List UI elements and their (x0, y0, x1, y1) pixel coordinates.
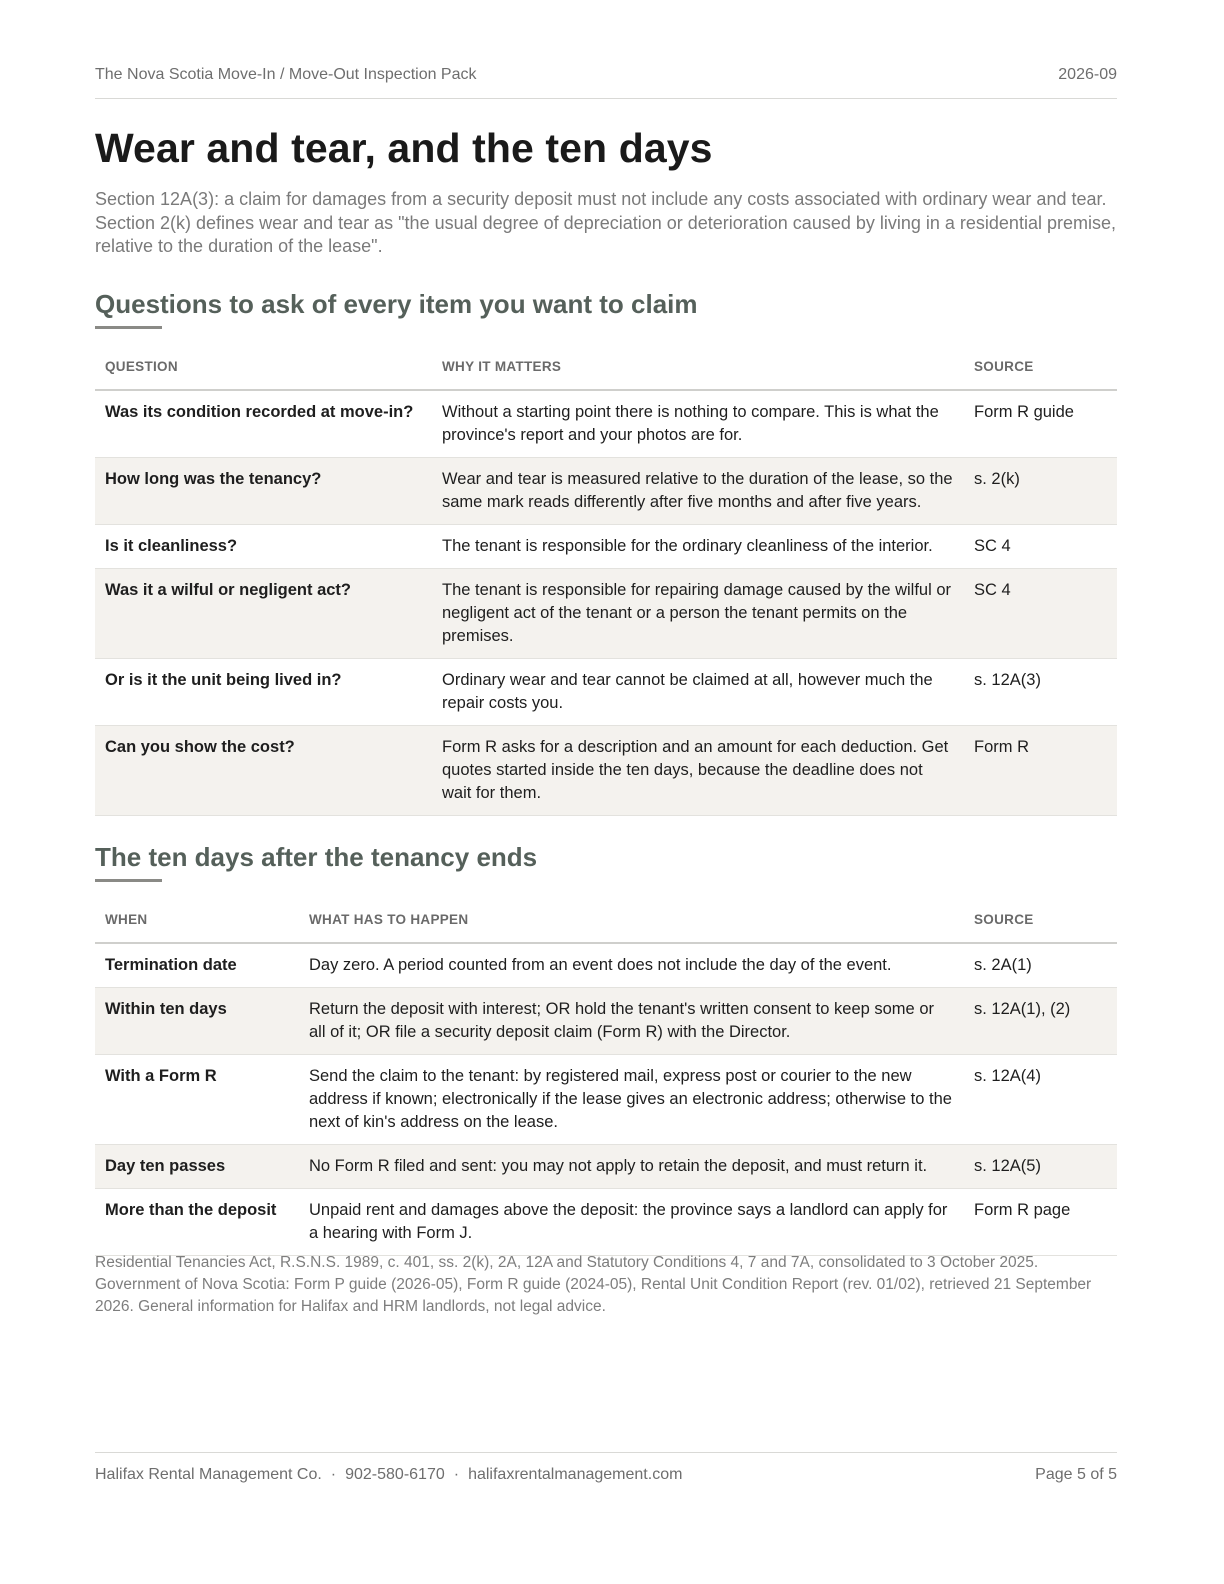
table-row (95, 525, 1117, 569)
table-row (95, 458, 1117, 525)
question-cell: How long was the tenancy? (95, 458, 432, 525)
table-row (95, 1145, 1117, 1189)
question-cell: Was it a wilful or negligent act? (95, 569, 432, 659)
questions-table (95, 359, 1117, 816)
why-cell: Without a starting point there is nothing to compare. This is what the province's report and your photos are for. (432, 390, 964, 458)
when-cell: More than the deposit (95, 1189, 299, 1256)
question-cell: Was its condition recorded at move-in? (95, 390, 432, 458)
footer-company: Halifax Rental Management Co. (95, 1466, 322, 1483)
when-cell: Day ten passes (95, 1145, 299, 1189)
document-date: 2026-09 (1058, 66, 1117, 83)
footer-website: halifaxrentalmanagement.com (468, 1466, 683, 1483)
footer-separator: · (453, 1466, 460, 1483)
when-cell: Termination date (95, 943, 299, 988)
page-footer (95, 1452, 1117, 1484)
section-rule (95, 879, 162, 882)
ten-days-section-heading: The ten days after the tenancy ends (95, 842, 538, 872)
what-cell: Day zero. A period counted from an event does not include the day of the event. (299, 943, 964, 988)
table-header-row (95, 359, 1117, 390)
table-row (95, 1055, 1117, 1145)
source-cell: s. 12A(4) (964, 1055, 1117, 1145)
question-cell: Is it cleanliness? (95, 525, 432, 569)
table-header-row (95, 912, 1117, 943)
source-cell: s. 2(k) (964, 458, 1117, 525)
column-header-why: WHY IT MATTERS (432, 359, 964, 390)
what-cell: Return the deposit with interest; OR hold the tenant's written consent to keep some or all of it; OR file a security deposit claim (Form R) with the Director. (299, 988, 964, 1055)
questions-section-heading: Questions to ask of every item you want to claim (95, 289, 698, 319)
source-cell: s. 12A(1), (2) (964, 988, 1117, 1055)
footer-contact (95, 1466, 682, 1484)
page-number: Page 5 of 5 (1035, 1466, 1117, 1483)
source-cell: Form R guide (964, 390, 1117, 458)
column-header-source: SOURCE (964, 359, 1117, 390)
page-title: Wear and tear, and the ten days (95, 125, 713, 171)
running-header (95, 66, 1117, 99)
what-cell: Unpaid rent and damages above the deposit: the province says a landlord can apply for a hearing with Form J. (299, 1189, 964, 1256)
intro-paragraph: Section 12A(3): a claim for damages from a security deposit must not include any costs associated with ordinary wear and tear. Section 2(k) defines wear and tear as "the usual degree of depreciation or deterioration caused by living in a residential premise, relative to the duration of the lease". (95, 189, 1116, 256)
column-header-source: SOURCE (964, 912, 1117, 943)
why-cell: The tenant is responsible for the ordinary cleanliness of the interior. (432, 525, 964, 569)
table-row (95, 726, 1117, 816)
table-row (95, 569, 1117, 659)
document-title: The Nova Scotia Move-In / Move-Out Inspection Pack (95, 66, 477, 83)
column-header-question: QUESTION (95, 359, 432, 390)
why-cell: The tenant is responsible for repairing damage caused by the wilful or negligent act of the tenant or a person the tenant permits on the premises. (432, 569, 964, 659)
why-cell: Ordinary wear and tear cannot be claimed at all, however much the repair costs you. (432, 659, 964, 726)
source-cell: SC 4 (964, 569, 1117, 659)
when-cell: Within ten days (95, 988, 299, 1055)
sources-note: Residential Tenancies Act, R.S.N.S. 1989, c. 401, ss. 2(k), 2A, 12A and Statutory Conditions 4, 7 and 7A, consolidated to 3 October 2025. Government of Nova Scotia: Form P guide (2026-05), Form R guide (2024-05), Rental Unit Condition Report (rev. 01/02), retrieved 21 September 2026. General information for Halifax and HRM landlords, not legal advice. (95, 1254, 1092, 1315)
table-row (95, 943, 1117, 988)
column-header-when: WHEN (95, 912, 299, 943)
source-cell: Form R page (964, 1189, 1117, 1256)
ten-days-table (95, 912, 1117, 1256)
table-row (95, 988, 1117, 1055)
source-cell: s. 2A(1) (964, 943, 1117, 988)
when-cell: With a Form R (95, 1055, 299, 1145)
table-row (95, 390, 1117, 458)
source-cell: s. 12A(5) (964, 1145, 1117, 1189)
question-cell: Can you show the cost? (95, 726, 432, 816)
why-cell: Wear and tear is measured relative to the duration of the lease, so the same mark reads differently after five months and after five years. (432, 458, 964, 525)
section-rule (95, 326, 162, 329)
source-cell: s. 12A(3) (964, 659, 1117, 726)
what-cell: No Form R filed and sent: you may not apply to retain the deposit, and must return it. (299, 1145, 964, 1189)
source-cell: SC 4 (964, 525, 1117, 569)
why-cell: Form R asks for a description and an amount for each deduction. Get quotes started inside the ten days, because the deadline does not wait for them. (432, 726, 964, 816)
question-cell: Or is it the unit being lived in? (95, 659, 432, 726)
footer-phone: 902-580-6170 (345, 1466, 445, 1483)
source-cell: Form R (964, 726, 1117, 816)
table-row (95, 1189, 1117, 1256)
table-row (95, 659, 1117, 726)
footer-separator: · (330, 1466, 337, 1483)
what-cell: Send the claim to the tenant: by registered mail, express post or courier to the new address if known; electronically if the lease gives an electronic address; otherwise to the next of kin's address on the lease. (299, 1055, 964, 1145)
column-header-what: WHAT HAS TO HAPPEN (299, 912, 964, 943)
